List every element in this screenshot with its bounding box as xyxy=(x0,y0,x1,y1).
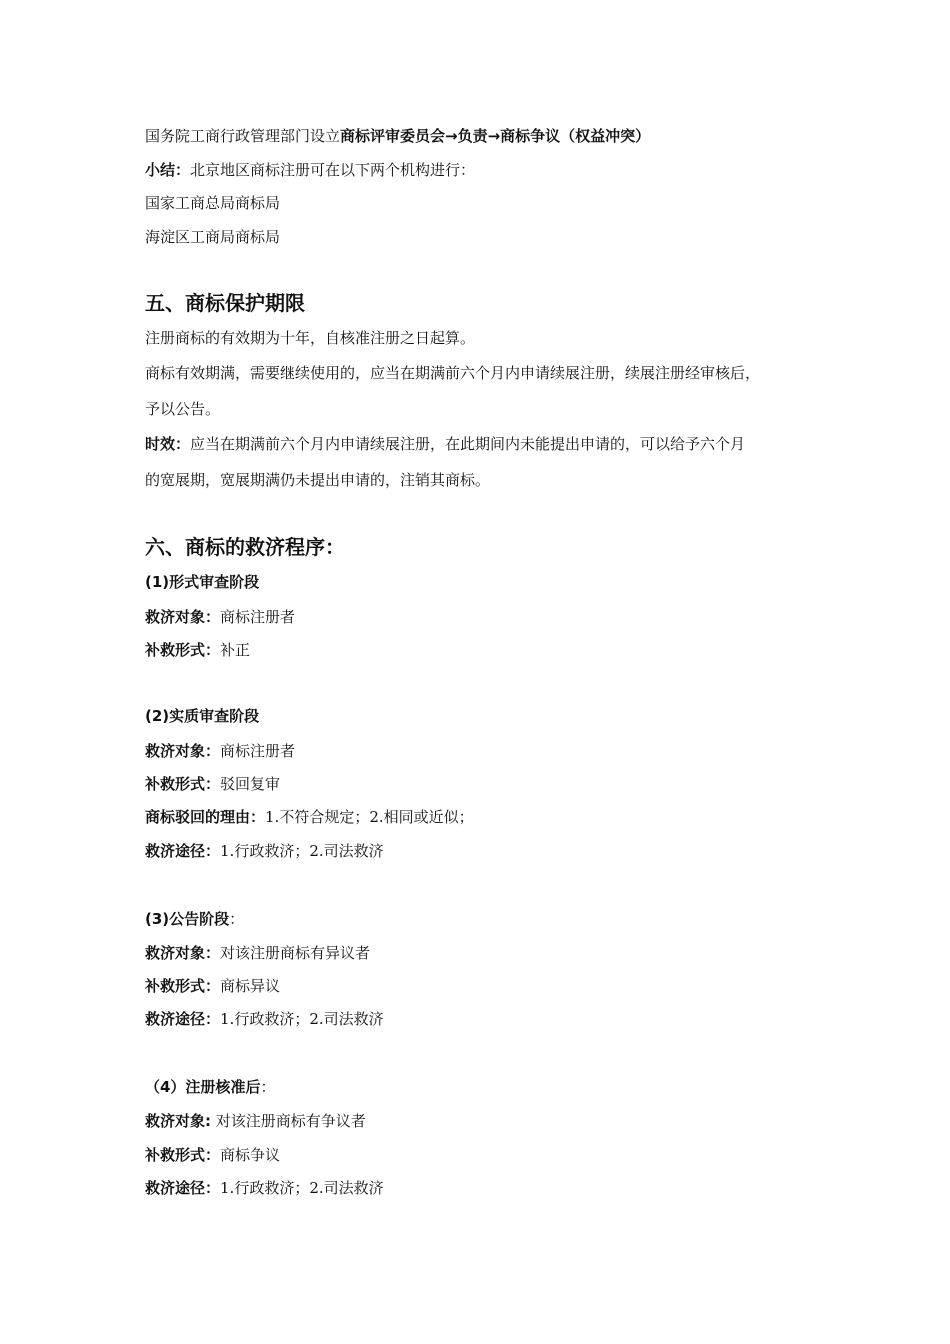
value: 商标异议 xyxy=(220,977,281,995)
summary-line xyxy=(145,160,475,180)
title-colon: ： xyxy=(260,1078,276,1096)
field-line xyxy=(145,774,280,794)
text-span: 应当在期满前六个月内申请续展注册，在此期间内未能提出申请的，可以给予六个月 xyxy=(190,435,746,453)
value: 驳回复审 xyxy=(220,775,281,793)
stage-title xyxy=(145,909,244,929)
paragraph-line: 的宽展期，宽展期满仍未提出申请的，注销其商标。 xyxy=(145,471,491,489)
field-line xyxy=(145,807,474,827)
value: 对该注册商标有异议者 xyxy=(220,944,371,962)
field-line xyxy=(145,1111,366,1131)
label: 补救形式： xyxy=(145,775,221,793)
title-text: （4）注册核准后 xyxy=(145,1078,261,1096)
text-line xyxy=(145,126,650,146)
value: 1.行政救济；2.司法救济 xyxy=(220,1010,384,1028)
value: 商标注册者 xyxy=(220,608,296,626)
label: 救济途径： xyxy=(145,842,221,860)
section-heading: 五、商标保护期限 xyxy=(145,291,305,315)
field-line xyxy=(145,1145,280,1165)
label: 救济对象： xyxy=(145,944,221,962)
text-span: 国务院工商行政管理部门设立 xyxy=(145,127,341,145)
field-line xyxy=(145,943,370,963)
title-text: (3)公告阶段 xyxy=(145,910,230,928)
stage-title: (2)实质审查阶段 xyxy=(145,707,260,725)
summary-label: 小结： xyxy=(145,161,191,179)
bold-text: 商标评审委员会→负责→商标争议（权益冲突） xyxy=(340,127,651,145)
field-line xyxy=(145,1009,384,1029)
org-line: 国家工商总局商标局 xyxy=(145,194,281,212)
label: 商标驳回的理由： xyxy=(145,808,266,826)
label: 救济对象: xyxy=(145,1112,211,1130)
stage-title xyxy=(145,1077,275,1097)
field-line xyxy=(145,741,295,761)
field-line xyxy=(145,976,280,996)
value: 1.不符合规定；2.相同或近似； xyxy=(265,808,474,826)
label: 救济对象： xyxy=(145,742,221,760)
paragraph-line: 商标有效期满，需要继续使用的，应当在期满前六个月内申请续展注册，续展注册经审核后， xyxy=(145,364,761,382)
value: 对该注册商标有争议者 xyxy=(211,1112,366,1130)
value: 补正 xyxy=(220,641,251,659)
field-line xyxy=(145,841,384,861)
value: 1.行政救济；2.司法救济 xyxy=(220,842,384,860)
field-line xyxy=(145,640,250,660)
paragraph-line: 注册商标的有效期为十年，自核准注册之日起算。 xyxy=(145,329,476,347)
paragraph-line xyxy=(145,434,745,454)
value: 商标注册者 xyxy=(220,742,296,760)
value: 商标争议 xyxy=(220,1146,281,1164)
label: 时效： xyxy=(145,435,191,453)
label: 救济途径： xyxy=(145,1010,221,1028)
label: 补救形式： xyxy=(145,1146,221,1164)
stage-title: (1)形式审查阶段 xyxy=(145,573,260,591)
section-heading: 六、商标的救济程序： xyxy=(145,535,345,559)
org-line: 海淀区工商局商标局 xyxy=(145,228,281,246)
label: 补救形式： xyxy=(145,641,221,659)
field-line xyxy=(145,1178,384,1198)
summary-text: 北京地区商标注册可在以下两个机构进行： xyxy=(190,161,476,179)
value: 1.行政救济；2.司法救济 xyxy=(220,1179,384,1197)
label: 救济途径： xyxy=(145,1179,221,1197)
title-colon: ： xyxy=(229,910,245,928)
field-line xyxy=(145,607,295,627)
paragraph-line: 予以公告。 xyxy=(145,400,221,418)
label: 救济对象： xyxy=(145,608,221,626)
label: 补救形式： xyxy=(145,977,221,995)
